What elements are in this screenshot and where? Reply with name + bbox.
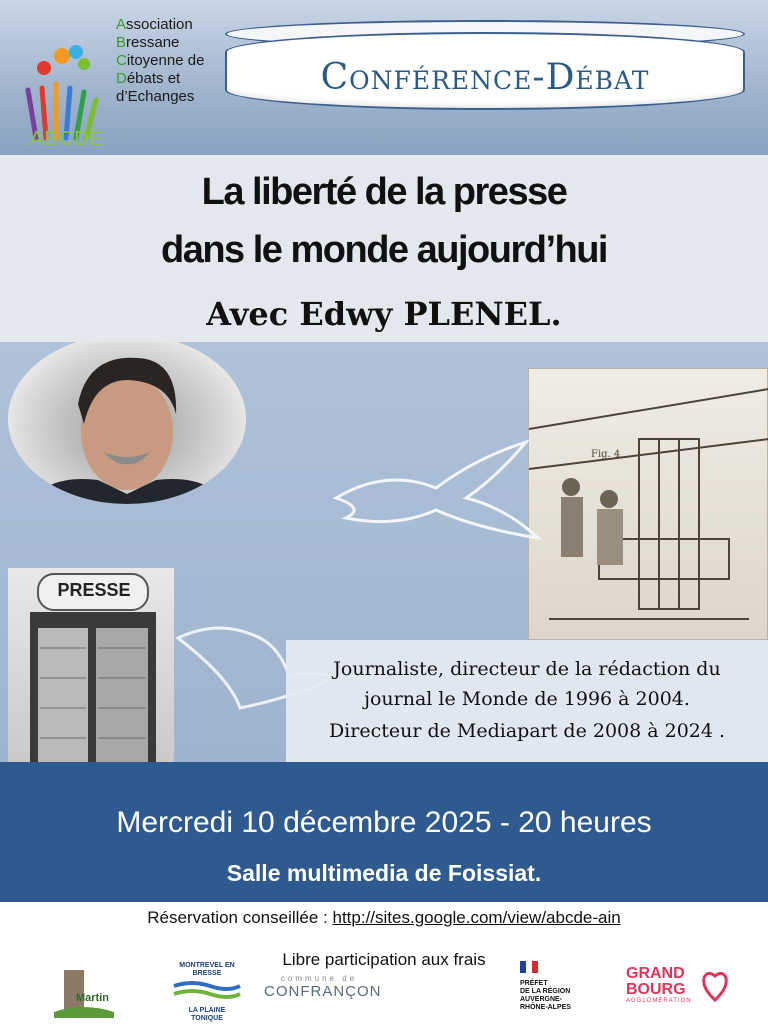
grandbourg-line2: BOURG	[626, 981, 686, 998]
press-kiosk-photo	[8, 568, 174, 762]
sponsor-grand-bourg-logo	[626, 966, 732, 1016]
footer	[0, 902, 768, 1032]
description-line1: Journaliste, directeur de la rédaction du	[333, 658, 721, 680]
engraving-illustration	[529, 369, 768, 641]
flying-bird-illustration	[326, 438, 546, 558]
kiosk-sign-text: PRESSE	[57, 580, 131, 600]
participation-note: Libre participation aux frais	[282, 950, 486, 969]
montrevel-top-text: MONTREVEL EN BRESSE	[179, 962, 235, 977]
banner-title: Conférence-Débat	[320, 56, 650, 98]
event-details-band	[0, 762, 768, 902]
french-flag-icon	[520, 961, 538, 973]
speaker-portrait	[8, 342, 246, 504]
prefet-text: PRÉFET DE LA RÉGION AUVERGNE- RHÔNE-ALPES	[520, 980, 571, 1011]
portrait-illustration	[8, 342, 246, 504]
event-venue: Salle multimedia de Foissiat.	[226, 860, 542, 886]
logo-acronym: ABCDE	[30, 128, 104, 150]
description-line3: Directeur de Mediapart de 2008 à 2024 .	[328, 720, 726, 742]
grandbourg-line3: AGGLOMÉRATION	[626, 998, 692, 1004]
logo-association-name: Association Bressane Citoyenne de Débats et d’Echanges	[116, 16, 205, 105]
abcde-logo	[14, 10, 224, 150]
montrevel-bottom-text: LA PLAINE TONIQUE	[188, 1007, 226, 1022]
sponsor-confrancon-logo	[264, 974, 382, 1014]
event-title-line1: La liberté de la presse	[201, 171, 567, 213]
heart-outline-icon	[700, 968, 730, 1004]
photo-section	[0, 342, 768, 762]
conference-banner	[225, 16, 745, 122]
waves-icon	[172, 978, 242, 1002]
confrancon-text: CONFRANÇON	[264, 983, 382, 1000]
reservation-label: Réservation conseillée :	[147, 908, 333, 927]
sponsor-saint-martin-logo	[48, 966, 118, 1020]
sponsor-prefet-logo	[520, 960, 590, 1026]
event-title-line2: dans le monde aujourd’hui	[161, 229, 607, 271]
confrancon-small-text: commune de	[280, 974, 358, 983]
sponsor-martin-text: Martin	[76, 992, 109, 1004]
printing-press-engraving	[528, 368, 768, 640]
svg-text:Fig. 4: Fig. 4	[591, 449, 621, 460]
grandbourg-line1: GRAND	[626, 965, 685, 982]
speaker-description	[286, 640, 768, 762]
description-line2: journal le Monde de 1996 à 2004.	[364, 688, 690, 710]
reservation-line	[0, 908, 768, 928]
title-band	[0, 155, 768, 342]
sponsor-montrevel-logo	[172, 962, 242, 1022]
reservation-link[interactable]: http://sites.google.com/view/abcde-ain	[332, 908, 621, 927]
banner-body	[225, 32, 745, 110]
event-date: Mercredi 10 décembre 2025 - 20 heures	[116, 806, 652, 839]
speaker-line: Avec Edwy PLENEL.	[206, 295, 562, 333]
header-band	[0, 0, 768, 155]
